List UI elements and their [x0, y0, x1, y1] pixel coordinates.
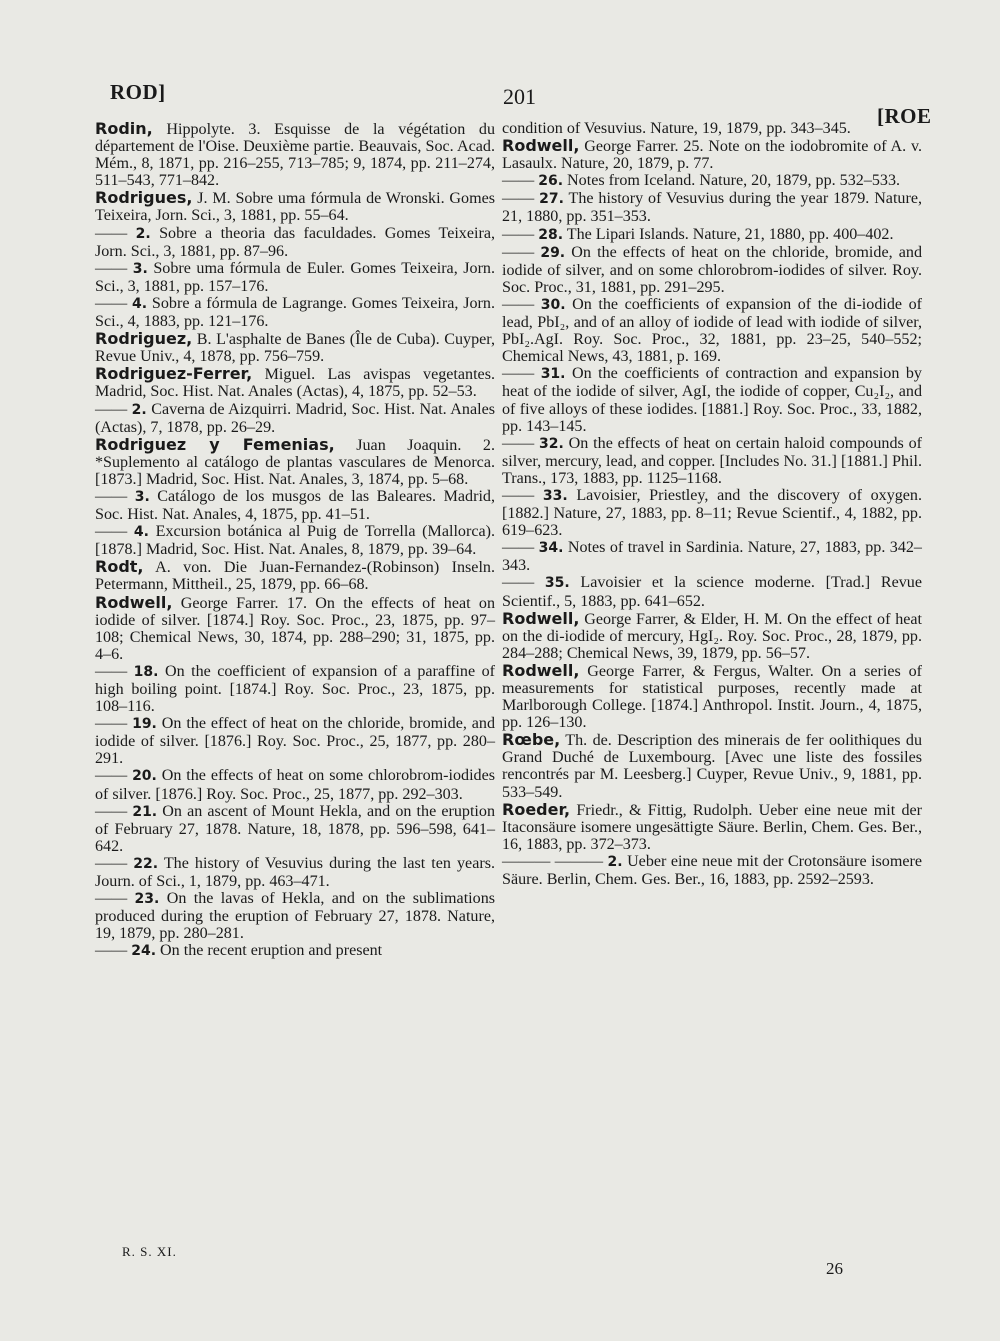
ditto-dash: —— [95, 523, 128, 541]
entry-number: 31. [540, 366, 566, 383]
author-name: Rodriguez y Femenias, [95, 434, 335, 454]
entry-text: The Lipari Islands. Nature, 21, 1880, pp. 400–402. [563, 225, 894, 243]
sheet-number: 26 [826, 1259, 843, 1278]
entry-text: Juan Joaquin. 2. *Suplemento al catálogo de plantas vasculares de Menorca. [1873.] Madrid, Soc. Hist. Nat. Anales, 3, 1874, pp. 5–68. [95, 436, 495, 488]
page-number: 201 [503, 84, 536, 109]
catalogue-entry [95, 558, 495, 593]
catalogue-entry [95, 436, 495, 488]
entry-text: A. von. Die Juan-Fernandez-(Robinson) Inseln. Petermann, Mittheil., 25, 1879, pp. 66–68. [95, 559, 495, 594]
entry-number: 4. [132, 295, 148, 312]
entry-number: 24. [131, 943, 157, 960]
right-column [502, 120, 922, 888]
entry-text: Hippolyte. 3. Esquisse de la végétation du département de l'Oise. Deuxième partie. Beauvais, Soc. Acad. Mém., 8, 1871, pp. 216–255, 713–785; 9, 1874, pp. 211–274, 511–543, 771–842. [95, 121, 495, 190]
ditto-dash: —— [95, 400, 128, 418]
author-name: Rodwell, [502, 136, 580, 156]
entry-number: 2. [607, 853, 623, 870]
author-name: Rodwell, [502, 660, 580, 680]
entry-number: 32. [539, 435, 564, 452]
catalogue-entry [95, 942, 495, 960]
ditto-dash: —— [502, 486, 535, 504]
entry-text: Lavoisier et la science moderne. [Trad.] Revue Scientif., 5, 1883, pp. 641–652. [502, 574, 922, 610]
entry-text: Notes of travel in Sardinia. Nature, 27, 1883, pp. 342–343. [502, 539, 922, 575]
catalogue-entry [502, 662, 922, 731]
ditto-dash: —— [502, 225, 535, 243]
entry-number: 2. [135, 225, 151, 242]
running-head-right: [ROE [877, 104, 932, 128]
ditto-dash: —— [502, 190, 535, 208]
catalogue-entry [502, 539, 922, 574]
entry-number: 34. [538, 540, 564, 557]
ditto-dash: —— [95, 767, 128, 785]
entry-number: 29. [540, 244, 566, 261]
catalogue-entry [95, 767, 495, 802]
entry-text: On the effect of heat on the chloride, bromide, and iodide of silver. [1876.] Roy. Soc. Proc., 25, 1877, pp. 280–291. [95, 715, 495, 768]
ditto-dash: —— [95, 890, 128, 908]
entry-number: 21. [132, 803, 158, 820]
catalogue-entry [502, 244, 922, 296]
catalogue-entry [95, 189, 495, 224]
entry-number: 27. [539, 191, 564, 208]
entry-text: Friedr., & Fittig, Rudolph. Ueber eine neue mit der Itaconsäure isomere ungesättigte Säure. Berlin, Chem. Ges. Ber., 16, 1883, pp. 372–373. [502, 801, 922, 853]
entry-number: 28. [538, 226, 564, 243]
catalogue-entry [502, 226, 922, 244]
catalogue-entry [95, 715, 495, 767]
entry-text: The history of Vesuvius during the year 1879. Nature, 21, 1880, pp. 351–353. [502, 190, 922, 226]
ditto-dash: —— [95, 487, 128, 505]
entry-number: 3. [132, 260, 148, 277]
entry-text: On the coefficient of expansion of a paraffine of high boiling point. [1874.] Roy. Soc. Proc., 23, 1875, pp. 108–116. [95, 662, 495, 716]
catalogue-entry [95, 295, 495, 330]
catalogue-entry [502, 365, 922, 434]
entry-text: On the effects of heat on certain haloid compounds of silver, mercury, lead, and copper. [Includes No. 31.] [1881.] Phil. Trans., 173, 1883, pp. 1125–1168. [502, 434, 922, 487]
entry-text: On the effects of heat on the chloride, bromide, and iodide of silver, and on some chlorobrom-iodides of silver. Roy. Soc. Proc., 31, 1881, pp. 291–295. [502, 243, 922, 296]
author-name: Rodwell, [502, 608, 580, 628]
catalogue-entry [95, 594, 495, 663]
catalogue-entry [95, 401, 495, 436]
entry-text: Notes from Iceland. Nature, 20, 1879, pp. 532–533. [563, 172, 901, 190]
ditto-dash: —— [95, 942, 128, 960]
entry-number: 2. [131, 401, 147, 418]
ditto-dash: —— [95, 662, 128, 680]
ditto-dash: —— [502, 295, 535, 313]
author-name: Rodin, [95, 119, 153, 138]
catalogue-entry [95, 663, 495, 715]
catalogue-entry [95, 488, 495, 523]
entry-number: 3. [134, 488, 150, 505]
entry-text: Catálogo de los musgos de las Baleares. Madrid, Soc. Hist. Nat. Anales, 4, 1875, pp. 41–51. [95, 487, 495, 524]
running-head-left: ROD] [110, 80, 166, 104]
entry-number: 26. [538, 173, 564, 190]
ditto-dash: —— [95, 854, 128, 872]
ditto-dash: —— [502, 574, 535, 592]
catalogue-entry [95, 365, 495, 400]
entry-text: On the effects of heat on some chlorobrom-iodides of silver. [1876.] Roy. Soc. Proc., 25, 1877, pp. 292–303. [95, 767, 495, 803]
entry-number: 18. [133, 663, 159, 680]
ditto-dash: —— [502, 434, 535, 452]
catalogue-entry [95, 855, 495, 890]
author-name: Rodriguez-Ferrer, [95, 364, 253, 384]
entry-text: Ueber eine neue mit der Crotonsäure isomere Säure. Berlin, Chem. Ges. Ber., 16, 1883, pp. 2592–2593. [502, 852, 923, 889]
entry-text: On the coefficients of contraction and expansion by heat of the iodide of silver, AgI, the iodide of copper, Cu₂I₂, and of five alloys of these iodides. [1881.] Roy. Soc. Proc., 33, 1882, pp. 143–145. [502, 365, 922, 435]
ditto-dash: —— [95, 294, 128, 312]
author-name: Rœbe, [502, 730, 561, 750]
ditto-dash: —— [502, 539, 535, 557]
signature-mark: R. S. XI. [122, 1244, 177, 1259]
catalogue-entry [95, 803, 495, 855]
entry-text: George Farrer. 17. On the effects of heat on iodide of silver. [1874.] Roy. Soc. Proc., 23, 1875, pp. 97–108; Chemical News, 30, 1874, pp. 288–290; 31, 1875, pp. 4–6. [95, 594, 495, 663]
catalogue-entry [95, 330, 495, 365]
catalogue-entry [502, 296, 922, 365]
entry-text: Caverna de Aizquirri. Madrid, Soc. Hist. Nat. Anales (Actas), 7, 1878, pp. 26–29. [95, 400, 495, 436]
ditto-dash: —— [95, 259, 128, 277]
entry-text: condition of Vesuvius. Nature, 19, 1879, pp. 343–345. [502, 120, 851, 137]
entry-text: Sobre a fórmula de Lagrange. Gomes Teixeira, Jorn. Sci., 4, 1883, pp. 121–176. [95, 294, 495, 331]
entry-number: 35. [544, 575, 570, 592]
catalogue-entry [502, 190, 922, 225]
entry-number: 19. [132, 716, 157, 733]
entry-number: 23. [134, 891, 160, 908]
entry-text: J. M. Sobre uma fórmula de Wronski. Gomes Teixeira, Jorn. Sci., 3, 1881, pp. 55–64. [95, 190, 495, 225]
entry-text: Th. de. Description des minerais de fer oolithiques du Grand Duché de Luxembourg. [Avec une liste des fossiles rencontrés par M. Leesberg.] Cuyper, Revue Univ., 9, 1881, pp. 533–549. [502, 732, 922, 801]
entry-text: B. L'asphalte de Banes (Île de Cuba). Cuyper, Revue Univ., 4, 1878, pp. 756–759. [95, 331, 495, 366]
ditto-dash: —— [502, 243, 535, 261]
catalogue-entry [502, 731, 922, 800]
entry-text: On the coefficients of expansion of the di-iodide of lead, PbI₂, and of an alloy of iodide of lead with iodide of silver, PbI₂.AgI. Roy. Soc. Proc., 32, 1881, pp. 23–25, 540–552; Chemical News, 43, 1881, p. 169. [502, 295, 922, 366]
entry-number: 22. [133, 855, 159, 872]
ditto-dash: ——— ——— [502, 852, 604, 870]
author-name: Rodt, [95, 557, 144, 577]
entry-text: George Farrer, & Fergus, Walter. On a series of measurements for statistical purposes, recently made at Marlborough College. [1874.] Anthropol. Instit. Journ., 4, 1875, pp. 126–130. [502, 662, 922, 732]
catalogue-entry [502, 120, 922, 137]
author-name: Roeder, [502, 799, 571, 819]
ditto-dash: —— [502, 365, 535, 383]
entry-text: On the recent eruption and present [156, 942, 383, 960]
catalogue-entry [95, 225, 495, 260]
entry-text: On an ascent of Mount Hekla, and on the eruption of February 27, 1878. Nature, 18, 1878, pp. 596–598, 641–642. [95, 802, 495, 855]
entry-text: George Farrer, & Elder, H. M. On the effect of heat on the di-iodide of mercury, HgI₂. Roy. Soc. Proc., 28, 1879, pp. 284–288; Chemical News, 39, 1879, pp. 56–57. [502, 610, 922, 662]
entry-text: Miguel. Las avispas vegetantes. Madrid, Soc. Hist. Nat. Anales (Actas), 4, 1875, pp. 52–53. [95, 366, 495, 401]
catalogue-entry [502, 172, 922, 190]
author-name: Rodrigues, [95, 188, 193, 208]
catalogue-entry [502, 574, 922, 609]
entry-number: 33. [542, 487, 568, 504]
left-column [95, 120, 495, 961]
entry-number: 20. [132, 768, 157, 785]
ditto-dash: —— [502, 172, 535, 190]
entry-text: Sobre uma fórmula de Euler. Gomes Teixeira, Jorn. Sci., 3, 1881, pp. 157–176. [95, 259, 495, 295]
catalogue-entry [502, 853, 922, 888]
catalogue-entry [502, 610, 922, 662]
entry-number: 30. [540, 296, 566, 313]
ditto-dash: —— [95, 802, 128, 820]
author-name: Rodriguez, [95, 329, 193, 349]
catalogue-entry [502, 435, 922, 487]
catalogue-entry [502, 487, 922, 539]
catalogue-entry [95, 120, 495, 189]
ditto-dash: —— [95, 224, 128, 242]
entry-text: On the lavas of Hekla, and on the sublimations produced during the eruption of February 27, 1878. Nature, 19, 1879, pp. 280–281. [95, 890, 496, 943]
catalogue-entry [502, 801, 922, 853]
entry-text: Lavoisier, Priestley, and the discovery of oxygen. [1882.] Nature, 27, 1883, pp. 8–11; Revue Scientif., 4, 1882, pp. 619–623. [502, 486, 923, 540]
catalogue-entry [95, 523, 495, 558]
catalogue-entry [95, 260, 495, 295]
catalogue-entry [95, 890, 495, 942]
author-name: Rodwell, [95, 592, 173, 612]
entry-text: The history of Vesuvius during the last ten years. Journ. of Sci., 1, 1879, pp. 463–471. [95, 854, 495, 891]
entry-text: Excursion botánica al Puig de Torrella (Mallorca). [1878.] Madrid, Soc. Hist. Nat. Anales, 8, 1879, pp. 39–64. [95, 523, 495, 559]
catalogue-entry [502, 137, 922, 172]
entry-text: George Farrer. 25. Note on the iodobromite of A. v. Lasaulx. Nature, 20, 1879, p. 77. [502, 138, 922, 173]
entry-text: Sobre a theoria das faculdades. Gomes Teixeira, Jorn. Sci., 3, 1881, pp. 87–96. [95, 224, 495, 260]
ditto-dash: —— [95, 715, 128, 733]
entry-number: 4. [133, 524, 149, 541]
